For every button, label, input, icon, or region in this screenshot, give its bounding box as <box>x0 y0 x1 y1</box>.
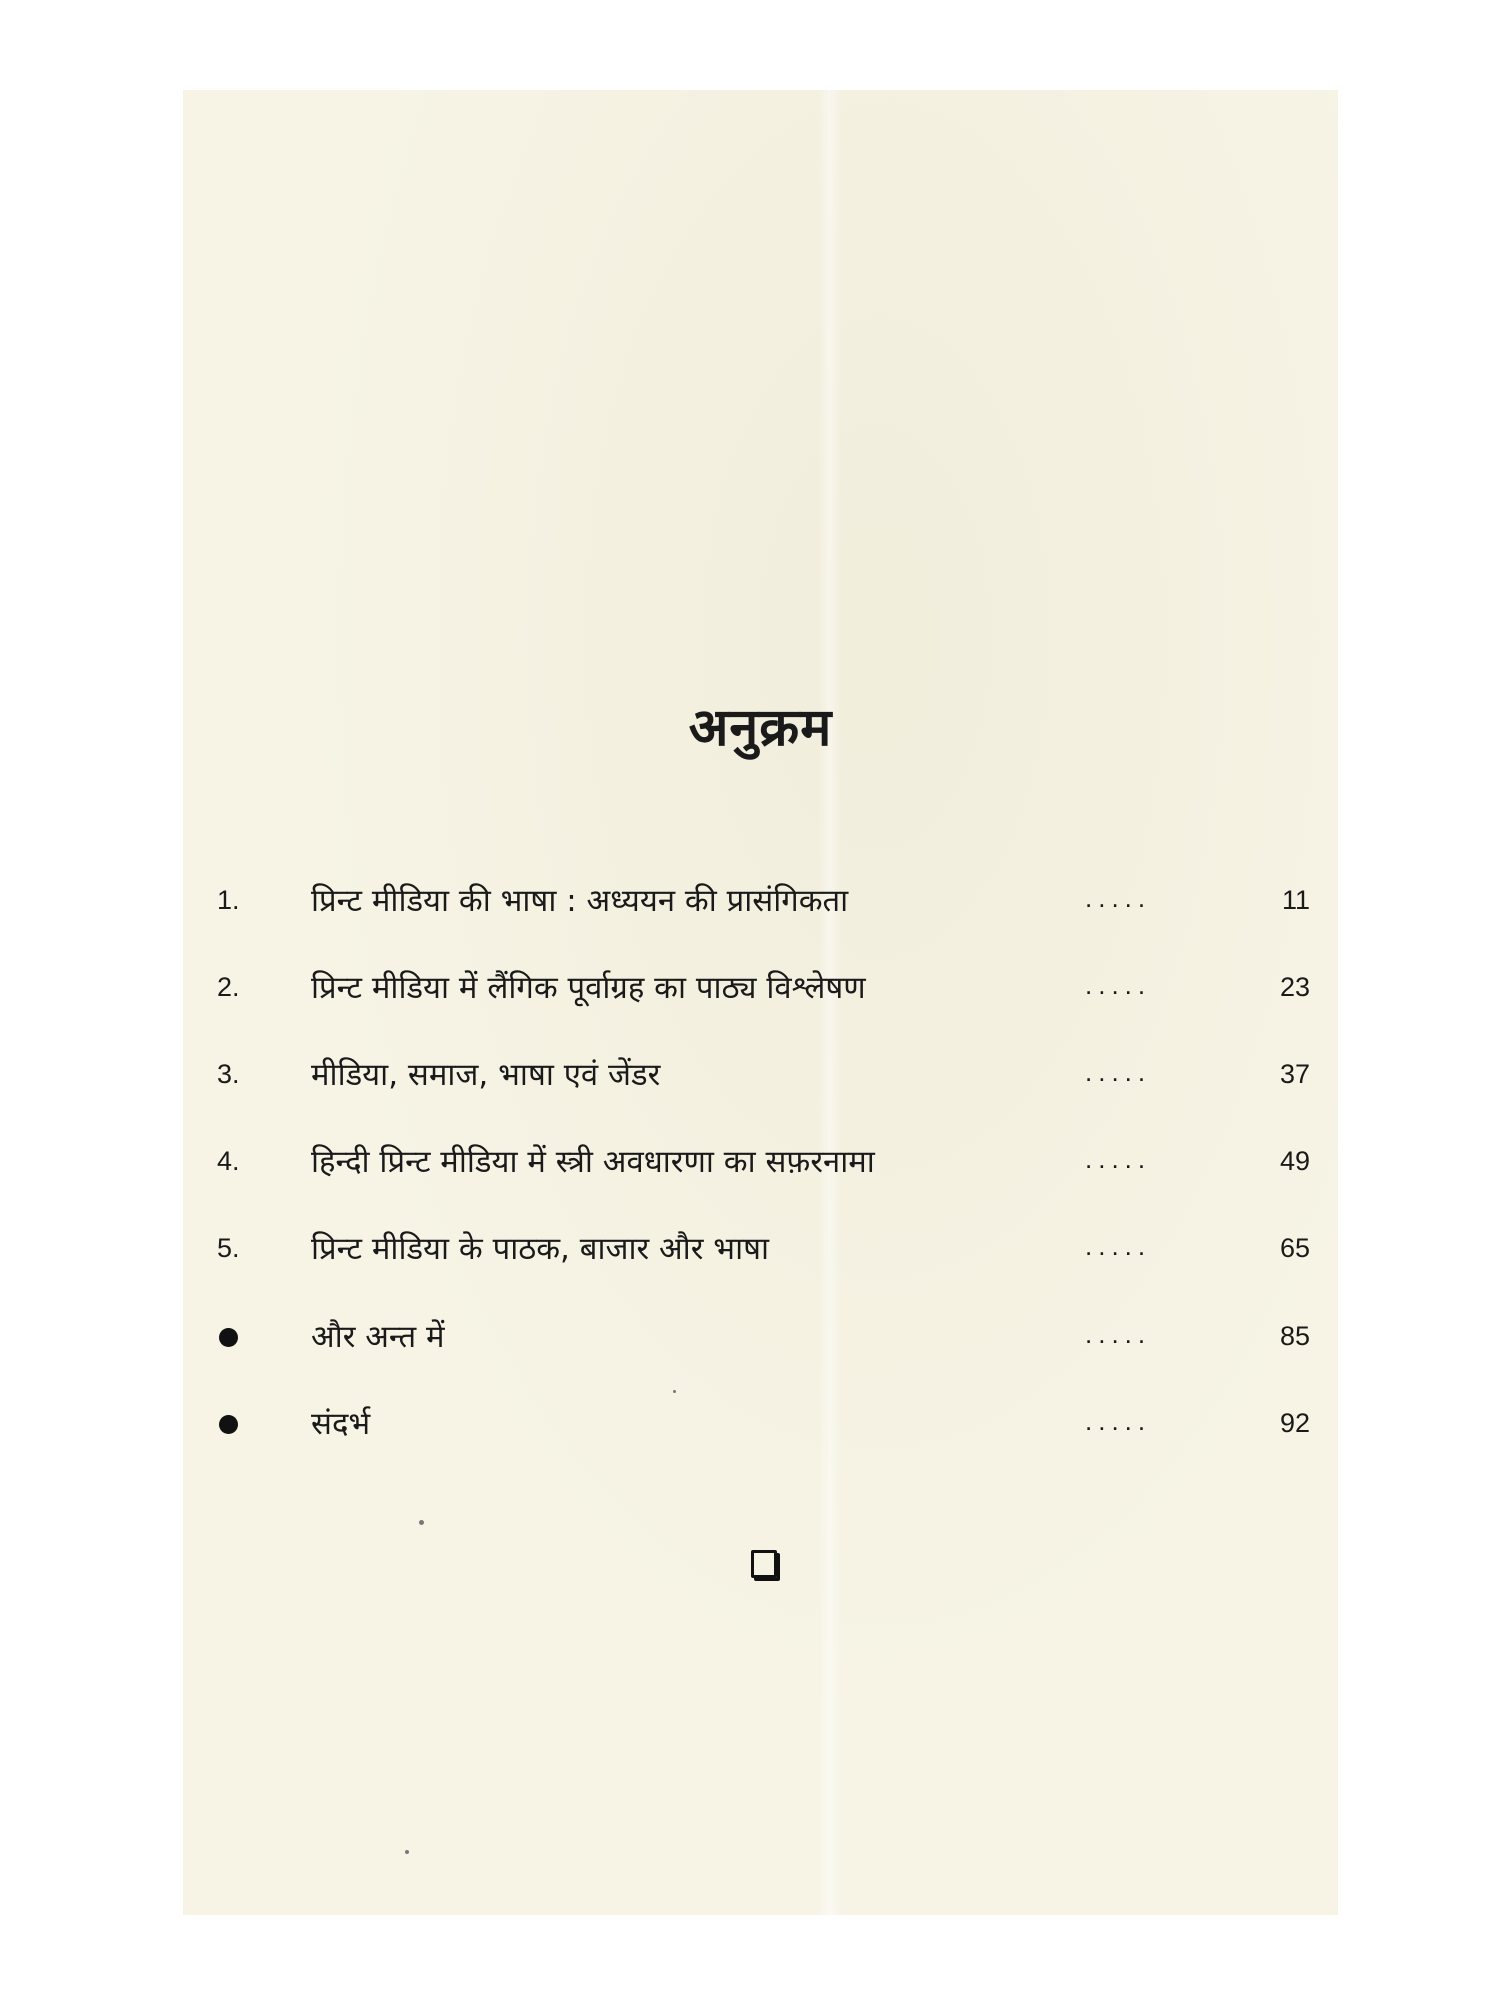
toc-number: 4. <box>217 1146 240 1176</box>
bullet-icon <box>219 1328 238 1347</box>
toc-leader-dots: ..... <box>1085 1057 1152 1087</box>
paper-speck <box>419 1520 424 1525</box>
paper-speck <box>405 1850 409 1854</box>
toc-page-number: 65 <box>1279 1233 1310 1263</box>
toc-leader-dots: ..... <box>1085 1319 1152 1349</box>
toc-leader-dots: ..... <box>1085 1406 1152 1436</box>
toc-row-5 <box>183 1223 1338 1283</box>
page-title: अनुक्रम <box>688 698 833 758</box>
toc-row-2 <box>183 962 1338 1022</box>
toc-entry-title: प्रिन्ट मीडिया के पाठक, बाजार और भाषा <box>311 1231 770 1267</box>
paper-speck <box>673 1390 676 1393</box>
toc-entry-title: मीडिया, समाज, भाषा एवं जेंडर <box>311 1057 661 1093</box>
toc-row-1 <box>183 875 1338 935</box>
toc-page-number: 85 <box>1279 1321 1310 1351</box>
toc-entry-title: हिन्दी प्रिन्ट मीडिया में स्त्री अवधारणा का सफ़रनामा <box>311 1144 875 1180</box>
toc-leader-dots: ..... <box>1085 883 1152 913</box>
toc-number: 3. <box>217 1059 240 1089</box>
toc-number: 5. <box>217 1233 240 1263</box>
toc-entry-title: प्रिन्ट मीडिया में लैंगिक पूर्वाग्रह का पाठ्य विश्लेषण <box>311 970 866 1006</box>
toc-page-number: 23 <box>1279 972 1310 1002</box>
toc-row-4 <box>183 1136 1338 1196</box>
toc-leader-dots: ..... <box>1085 970 1152 1000</box>
toc-row-afterword <box>183 1311 1338 1371</box>
bullet-icon <box>219 1415 238 1434</box>
toc-row-references <box>183 1398 1338 1458</box>
book-page <box>183 90 1338 1915</box>
toc-entry-title: और अन्त में <box>311 1319 445 1355</box>
toc-leader-dots: ..... <box>1085 1231 1152 1261</box>
toc-entry-title: प्रिन्ट मीडिया की भाषा : अध्ययन की प्रासंगिकता <box>311 883 849 919</box>
toc-page-number: 49 <box>1279 1146 1310 1176</box>
toc-leader-dots: ..... <box>1085 1144 1152 1174</box>
hollow-square-icon <box>751 1550 777 1578</box>
toc-entry-title: संदर्भ <box>311 1406 371 1442</box>
toc-page-number: 37 <box>1279 1059 1310 1089</box>
toc-page-number: 92 <box>1279 1408 1310 1438</box>
toc-number: 2. <box>217 972 240 1002</box>
toc-row-3 <box>183 1049 1338 1109</box>
toc-page-number: 11 <box>1281 885 1310 915</box>
toc-number: 1. <box>217 885 240 915</box>
